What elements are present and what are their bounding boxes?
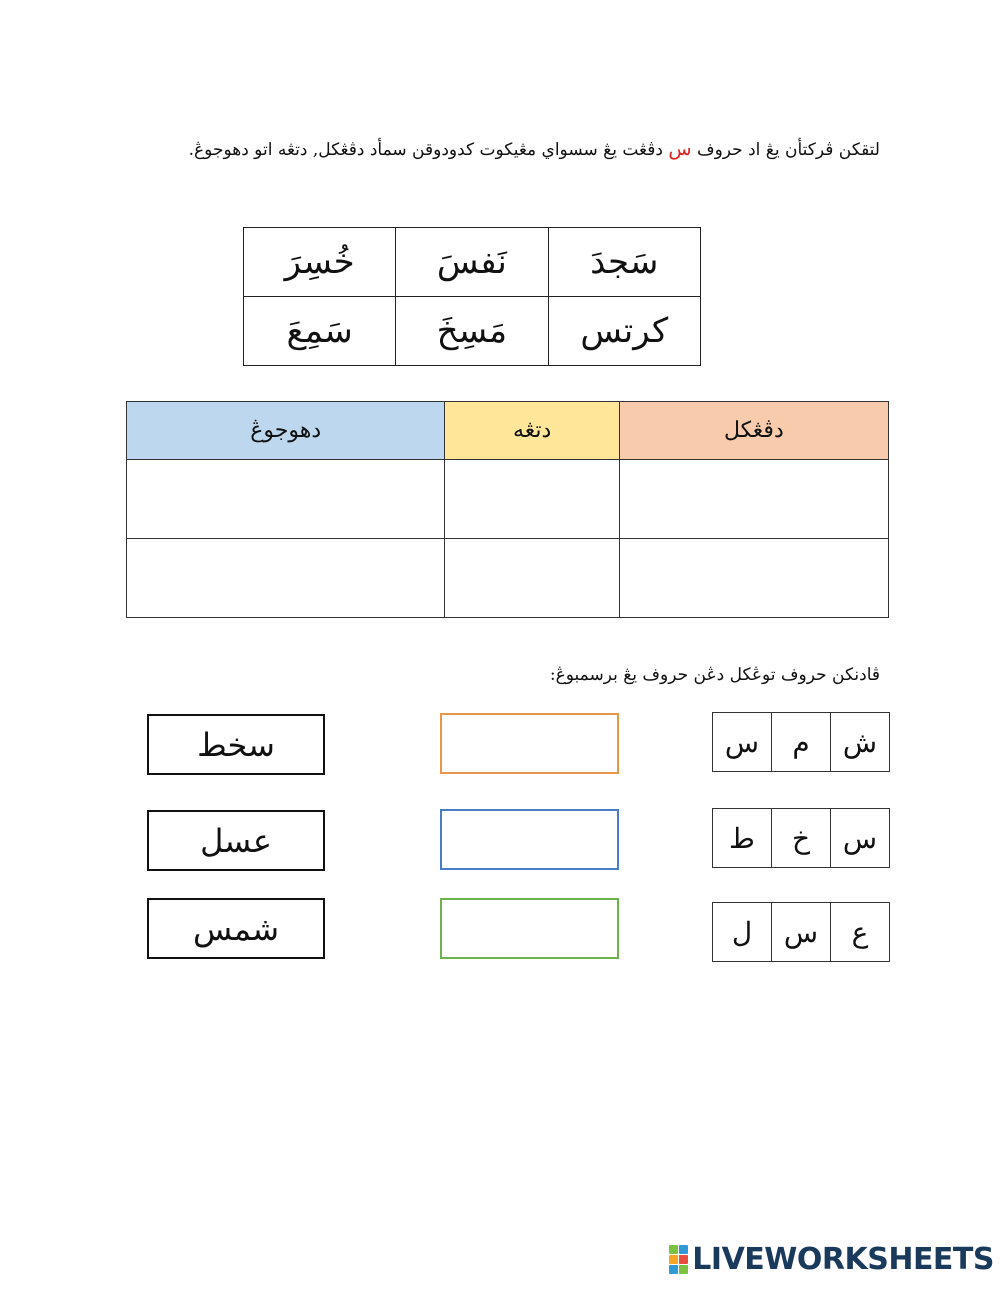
word-box-1[interactable]: سخط [147,714,325,775]
drop-cell-end[interactable] [127,539,445,618]
word-row [244,228,701,297]
instruction-1-text-before: لتقكن ڤركتأن يڠ اد حروف [691,140,880,160]
letter-cell: م [772,713,831,772]
letter-cell: ع [831,903,890,962]
drop-cell-end[interactable] [127,460,445,539]
word-row [244,297,701,366]
letter-cell: خ [772,809,831,868]
drop-cell-start[interactable] [619,539,888,618]
letter-cell: س [831,809,890,868]
header-start: دڤڠكل [619,402,888,460]
sort-row [127,460,889,539]
letter-cell: س [772,903,831,962]
answer-box-3[interactable] [440,898,619,959]
sort-header-row [127,402,889,460]
highlight-letter-sin: س [668,138,692,160]
logo-text: LIVEWORKSHEETS [692,1242,994,1277]
header-middle: دتڠه [445,402,619,460]
liveworksheets-logo [669,1242,994,1277]
answer-box-2[interactable] [440,809,619,870]
sort-row [127,539,889,618]
word-cell[interactable]: سَمِعَ [244,297,396,366]
word-cell[interactable]: خُسِرَ [244,228,396,297]
word-cell[interactable]: مَسِخَ [396,297,548,366]
letter-cell: ش [831,713,890,772]
letter-cell: ل [713,903,772,962]
word-table [243,227,701,366]
drop-cell-middle[interactable] [445,460,619,539]
letter-set-2 [712,808,890,868]
instruction-1 [189,138,880,160]
word-cell[interactable]: كرتس [548,297,700,366]
header-end: دهوجوڠ [127,402,445,460]
letter-set-3 [712,902,890,962]
instruction-2: ڤادنكن حروف توڠكل دڠن حروف يڠ برسمبوڠ: [549,665,880,685]
drop-cell-start[interactable] [619,460,888,539]
word-box-3[interactable]: شمس [147,898,325,959]
drop-cell-middle[interactable] [445,539,619,618]
word-cell[interactable]: نَفسَ [396,228,548,297]
word-cell[interactable]: سَجدَ [548,228,700,297]
sort-table [126,401,889,618]
word-box-2[interactable]: عسل [147,810,325,871]
liveworksheets-logo-icon [669,1245,688,1274]
answer-box-1[interactable] [440,713,619,774]
instruction-1-text-after: دڤڠت يڠ سسواي مڠيكوت كدودوقن سمأد دڤڠكل, دتڠه اتو دهوجوڠ. [188,140,669,160]
letter-set-1 [712,712,890,772]
letter-cell: ط [713,809,772,868]
letter-cell: س [713,713,772,772]
